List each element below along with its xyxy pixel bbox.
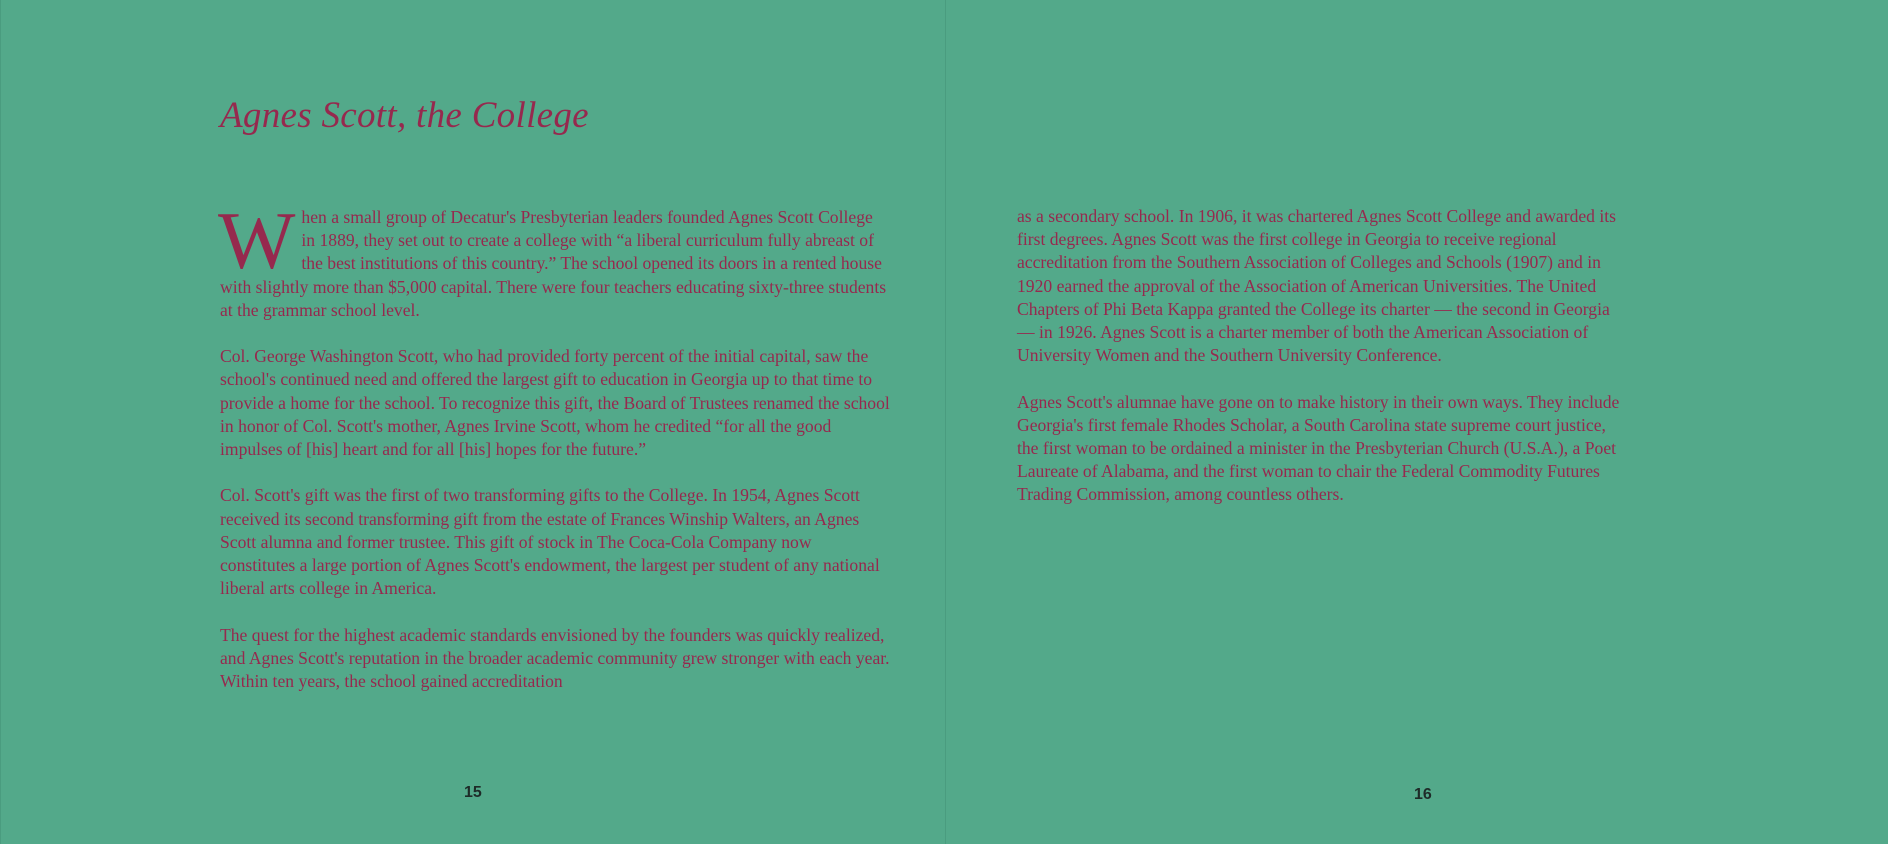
page-number-left: 15 bbox=[464, 784, 482, 801]
paragraph-3: Col. Scott's gift was the first of two transforming gifts to the College. In 1954, Agnes Scott received its second transforming gift from the estate of Frances Winship Walters, an Agnes Scott alumna and former trustee. This gift of stock in The Coca-Cola Company now constitutes a large portion of Agnes Scott's endowment, the largest per student of any national liberal arts college in America. bbox=[220, 485, 880, 599]
paragraph-6: Agnes Scott's alumnae have gone on to make history in their own ways. They include Georgia's first female Rhodes Scholar, a South Carolina state supreme court justice, the first woman to be ordained a minister in the Presbyterian Church (U.S.A.), a Poet Laureate of Alabama, and the first woman to chair the Federal Commodity Futures Trading Commission, among countless others. bbox=[1017, 391, 1620, 505]
paragraph-1 bbox=[218, 195, 890, 322]
left-text-column bbox=[218, 195, 890, 716]
right-text-column bbox=[1017, 205, 1627, 530]
page-number-right: 16 bbox=[1414, 786, 1432, 803]
right-page bbox=[946, 0, 1888, 844]
paragraph-1-text: hen a small group of Decatur's Presbyterian leaders founded Agnes Scott College in 1889, they set out to create a college with “a liberal curriculum fully abreast of the best institutions of this country.” The school opened its doors in a rented house with slightly more than $5,000 capital. There were four teachers educating sixty-three students at the grammar school level. bbox=[220, 207, 887, 320]
drop-cap: W bbox=[218, 195, 296, 286]
paragraph-5: as a secondary school. In 1906, it was chartered Agnes Scott College and awarded its first degrees. Agnes Scott was the first college in Georgia to receive regional accreditation from the Southern Association of Colleges and Schools (1907) and in 1920 earned the approval of the Association of American Universities. The United Chapters of Phi Beta Kappa granted the College its charter — the second in Georgia — in 1926. Agnes Scott is a charter member of both the American Association of University Women and the Southern University Conference. bbox=[1017, 206, 1616, 366]
paragraph-4: The quest for the highest academic standards envisioned by the founders was quickly realized, and Agnes Scott's reputation in the broader academic community grew stronger with each year. Within ten years, the school gained accreditation bbox=[220, 624, 890, 692]
paragraph-2: Col. George Washington Scott, who had provided forty percent of the initial capital, saw the school's continued need and offered the largest gift to education in Georgia up to that time to provide a home for the school. To recognize this gift, the Board of Trustees renamed the school in honor of Col. Scott's mother, Agnes Irvine Scott, whom he credited “for all the good impulses of [his] heart and for all [his] hopes for the future.” bbox=[220, 346, 890, 460]
page-title: Agnes Scott, the College bbox=[220, 95, 589, 136]
